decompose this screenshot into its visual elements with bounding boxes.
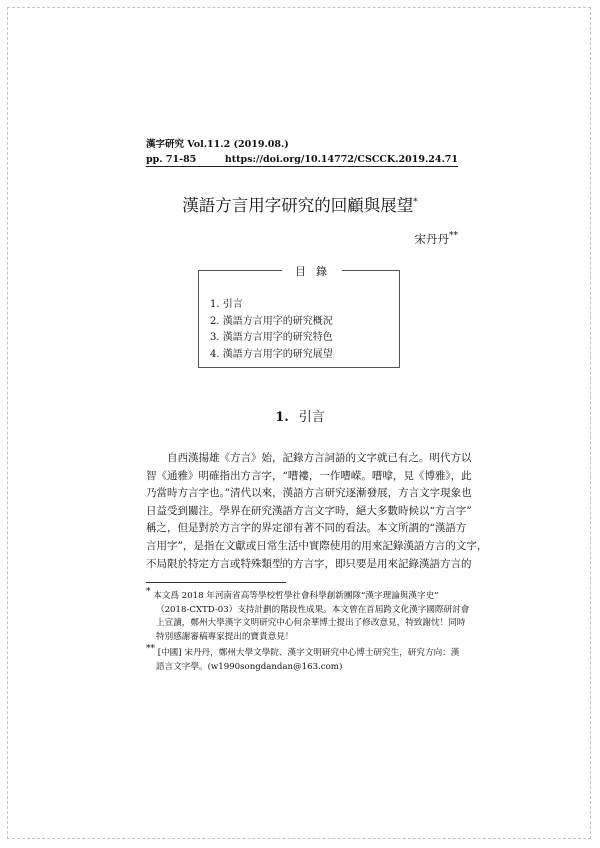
body-line: 智《通雅》明確指出方言字，“嘈褸，一作嘈嵘。嘈嗱，見《博雅》，此	[146, 469, 472, 482]
body-line: 乃當時方言字也。”清代以來，漢語方言研究逐漸發展，方言文字現象也	[146, 487, 472, 500]
section-title: 引言	[298, 410, 325, 425]
toc-item[interactable]: 3. 漢語方言用字的研究特色	[210, 332, 333, 343]
body-line: 言用字”，是指在文獻或日常生活中實際使用的用來記錄漢語方言的文字，	[146, 539, 488, 552]
footnote-line: 上宣讀，鄭州大學漢字文明研究中心何余華博士提出了修改意見，特致謝忱！同時	[156, 618, 466, 629]
doi-link[interactable]: https://doi.org/10.14772/CSCCK.2019.24.71	[224, 154, 458, 165]
footnote	[146, 587, 470, 644]
toc-item[interactable]: 1. 引言	[210, 299, 243, 310]
author-footnote-mark: **	[449, 231, 458, 242]
footnote-line: [中國] 宋丹丹，鄭州大學文學院、漢字文明研究中心博士研究生，研究方向：漢	[157, 648, 460, 658]
paper-title	[0, 192, 600, 216]
author	[415, 231, 459, 247]
journal-header: 漢字研究 Vol.11.2 (2019.08.)	[146, 139, 289, 150]
footnote-mark: *	[146, 587, 151, 598]
footnote-rule	[146, 582, 286, 583]
footnote-line: 本文爲 2018 年河南省高等學校哲學社會科學創新團隊“漢字理論與漢字史”	[153, 591, 439, 601]
footnote-line: 特別感謝審稿專家提出的寶貴意見！	[156, 631, 294, 642]
body-line: 自西漢揚雄《方言》始，記錄方言詞語的文字就已有之。明代方以	[167, 452, 472, 464]
title-footnote-mark: *	[413, 197, 418, 208]
page-range: pp. 71-85	[146, 154, 197, 165]
section-number: 1.	[275, 410, 289, 425]
footnote	[146, 644, 466, 674]
toc-heading: 目錄	[282, 263, 342, 279]
author-name: 宋丹丹	[414, 232, 449, 246]
toc-item[interactable]: 2. 漢語方言用字的研究概況	[210, 315, 333, 327]
toc-list	[210, 297, 333, 363]
body-line: 稱之，但是對於方言字的界定卻有著不同的看法。本文所謂的“漢語方	[146, 522, 467, 535]
footnote-line: 語言文字學。(w1990songdandan@163.com)	[156, 661, 343, 672]
body-paragraph	[146, 450, 488, 573]
toc-item[interactable]: 4. 漢語方言用字的研究展望	[210, 348, 333, 360]
footnote-mark: **	[146, 644, 155, 655]
footnote-line: （2018-CXTD-03）支持計劃的階段性成果。本文曾在首屆跨文化漢字國際研討會	[156, 604, 470, 615]
body-line: 不局限於特定方言或特殊類型的方言字，即只要是用來記錄漢語方言的	[146, 557, 472, 570]
paper-title-text: 漢語方言用字研究的回顧與展望	[182, 196, 414, 215]
body-line: 日益受到關注。學界在研究漢語方言文字時，絕大多數時候以“方言字”	[146, 504, 472, 517]
section-heading	[0, 406, 600, 425]
header-rule	[146, 166, 458, 167]
